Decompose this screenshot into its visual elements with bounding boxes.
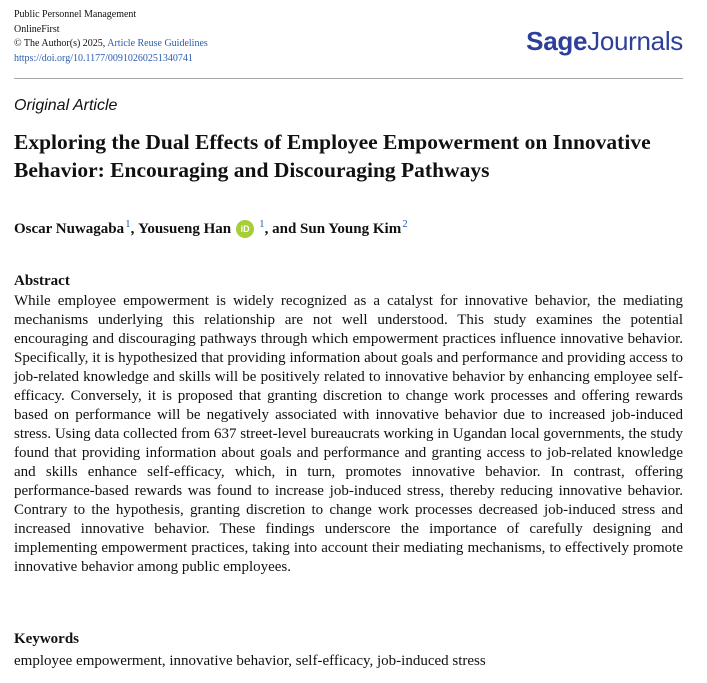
author-name[interactable]: Sun Young Kim (300, 220, 402, 237)
author-separator: , (130, 220, 139, 237)
reuse-guidelines-link[interactable]: Article Reuse Guidelines (107, 38, 208, 49)
affiliation-marker[interactable]: 1 (125, 218, 131, 230)
author-name[interactable]: Oscar Nuwagaba (14, 220, 125, 237)
author-list (14, 220, 408, 238)
affiliation-marker[interactable]: 2 (402, 218, 408, 230)
logo-journals: Journals (587, 26, 683, 56)
author-separator: , and (264, 220, 301, 237)
affiliation-marker[interactable]: 1 (259, 218, 265, 230)
copyright-line (14, 37, 208, 52)
header-divider (14, 78, 683, 79)
keywords-heading: Keywords (14, 631, 79, 647)
abstract-text: While employee empowerment is widely recognized as a catalyst for innovative behavior, the mediating mechanisms underlying this relationship are not well understood. This study examines the potential encouraging and discouraging pathways through which empowerment practices influence innovative behavior. Specifically, it is hypothesized that providing information about goals and performance and providing access to job-related knowledge and skills will be positively related to innovative behavior by enhancing employee self-efficacy. Conversely, it is proposed that granting discretion to change work processes and offering rewards based on performance will be negatively associated with innovative behavior due to increased job-induced stress. Using data collected from 637 street-level bureaucrats working in Ugandan local governments, the study found that providing information about goals and performance and granting access to job-related knowledge and skills enhance self-efficacy, which, in turn, promotes innovative behavior. In contrast, offering performance-based rewards was found to increase job-induced stress, thereby reducing innovative behavior. Contrary to the hypothesis, granting discretion to change work processes decreased job-induced stress and increased innovative behavior. These findings underscore the importance of carefully designing and implementing empowerment practices, taking into account their mediating mechanisms, to effectively promote innovative behavior among public employees. (14, 293, 683, 575)
article-title: Exploring the Dual Effects of Employee Empowerment on Innovative Behavior: Encouraging and Discouraging Pathways (14, 130, 651, 182)
doi-link[interactable]: https://doi.org/10.1177/00910260251340741 (14, 52, 193, 64)
journal-name: Public Personnel Management (14, 9, 137, 20)
sage-journals-logo[interactable] (526, 26, 683, 56)
orcid-icon[interactable]: iD (236, 220, 254, 238)
copyright-text: © The Author(s) 2025, (14, 38, 106, 49)
article-type: Original Article (14, 97, 118, 114)
keywords-text: employee empowerment, innovative behavior, self-efficacy, job-induced stress (14, 653, 486, 669)
journal-meta (14, 8, 208, 66)
abstract-heading: Abstract (14, 273, 70, 289)
publication-status: OnlineFirst (14, 23, 60, 35)
doi-line (14, 52, 208, 67)
author-name[interactable]: Yousueng Han (138, 220, 232, 237)
logo-sage: Sage (526, 26, 588, 56)
